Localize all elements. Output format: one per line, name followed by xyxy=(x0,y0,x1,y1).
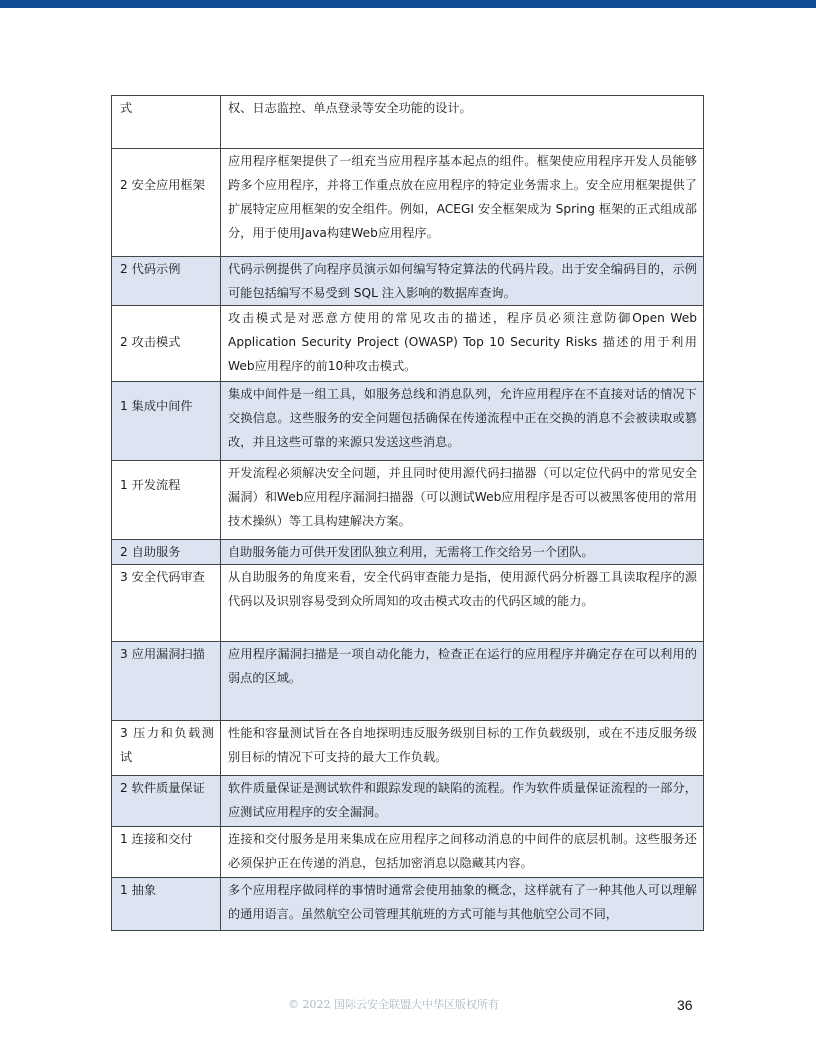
row-description: 连接和交付服务是用来集成在应用程序之间移动消息的中间件的底层机制。这些服务还必须保护正在传递的消息，包括加密消息以隐藏其内容。 xyxy=(221,827,704,878)
header-bar xyxy=(0,0,816,8)
row-description: 集成中间件是一组工具，如服务总线和消息队列，允许应用程序在不直接对话的情况下交换信息。这些服务的安全问题包括确保在传递流程中正在交换的消息不会被读取或篡改，并且这些可靠的来源只发送这些消息。 xyxy=(221,382,704,461)
row-label: 1 抽象 xyxy=(112,878,221,931)
table-row xyxy=(112,878,704,931)
table-row xyxy=(112,776,704,827)
row-label: 2 自助服务 xyxy=(112,540,221,565)
row-description: 开发流程必须解决安全问题，并且同时使用源代码扫描器（可以定位代码中的常见安全漏洞）和Web应用程序漏洞扫描器（可以测试Web应用程序是否可以被黑客使用的常用技术操纵）等工具构建解决方案。 xyxy=(221,461,704,540)
table-row xyxy=(112,306,704,382)
row-label: 2 代码示例 xyxy=(112,257,221,306)
row-description: 从自助服务的角度来看，安全代码审查能力是指，使用源代码分析器工具读取程序的源代码以及识别容易受到众所周知的攻击模式攻击的代码区域的能力。 xyxy=(221,565,704,642)
table-row xyxy=(112,642,704,721)
row-description: 应用程序框架提供了一组充当应用程序基本起点的组件。框架使应用程序开发人员能够跨多个应用程序，并将工作重点放在应用程序的特定业务需求上。安全应用框架提供了扩展特定应用框架的安全组件。例如，ACEGI 安全框架成为 Spring 框架的正式组成部分，用于使用Java构建Web应用程序。 xyxy=(221,149,704,257)
row-description: 软件质量保证是测试软件和跟踪发现的缺陷的流程。作为软件质量保证流程的一部分，应测试应用程序的安全漏洞。 xyxy=(221,776,704,827)
row-label: 2 安全应用框架 xyxy=(112,149,221,257)
row-description: 权、日志监控、单点登录等安全功能的设计。 xyxy=(221,96,704,149)
row-label: 2 软件质量保证 xyxy=(112,776,221,827)
row-label: 1 开发流程 xyxy=(112,461,221,540)
row-description: 多个应用程序做同样的事情时通常会使用抽象的概念，这样就有了一种其他人可以理解的通用语言。虽然航空公司管理其航班的方式可能与其他航空公司不同， xyxy=(221,878,704,931)
row-label: 2 攻击模式 xyxy=(112,306,221,382)
table-row xyxy=(112,461,704,540)
footer-copyright: © 2022 国际云安全联盟大中华区版权所有 xyxy=(288,998,499,1011)
row-label: 3 应用漏洞扫描 xyxy=(112,642,221,721)
table-row xyxy=(112,96,704,149)
row-label: 3 压力和负载测试 xyxy=(112,721,221,776)
row-description: 性能和容量测试旨在各自地探明违反服务级别目标的工作负载级别，或在不违反服务级别目标的情况下可支持的最大工作负载。 xyxy=(221,721,704,776)
table-row xyxy=(112,721,704,776)
table-row xyxy=(112,540,704,565)
row-description: 攻击模式是对恶意方使用的常见攻击的描述，程序员必须注意防御Open Web Application Security Project (OWASP) Top 10 Security Risks 描述的用于利用Web应用程序的前10种攻击模式。 xyxy=(221,306,704,382)
row-description: 应用程序漏洞扫描是一项自动化能力，检查正在运行的应用程序并确定存在可以利用的弱点的区域。 xyxy=(221,642,704,721)
row-label: 1 集成中间件 xyxy=(112,382,221,461)
table-row xyxy=(112,257,704,306)
table-row xyxy=(112,382,704,461)
page-number: 36 xyxy=(677,997,693,1013)
table-row xyxy=(112,565,704,642)
row-description: 自助服务能力可供开发团队独立利用，无需将工作交给另一个团队。 xyxy=(221,540,704,565)
table-row xyxy=(112,827,704,878)
table-row xyxy=(112,149,704,257)
capability-table xyxy=(111,95,704,931)
row-label: 3 安全代码审查 xyxy=(112,565,221,642)
row-label: 1 连接和交付 xyxy=(112,827,221,878)
row-description: 代码示例提供了向程序员演示如何编写特定算法的代码片段。出于安全编码目的，示例可能包括编写不易受到 SQL 注入影响的数据库查询。 xyxy=(221,257,704,306)
row-label: 式 xyxy=(112,96,221,149)
